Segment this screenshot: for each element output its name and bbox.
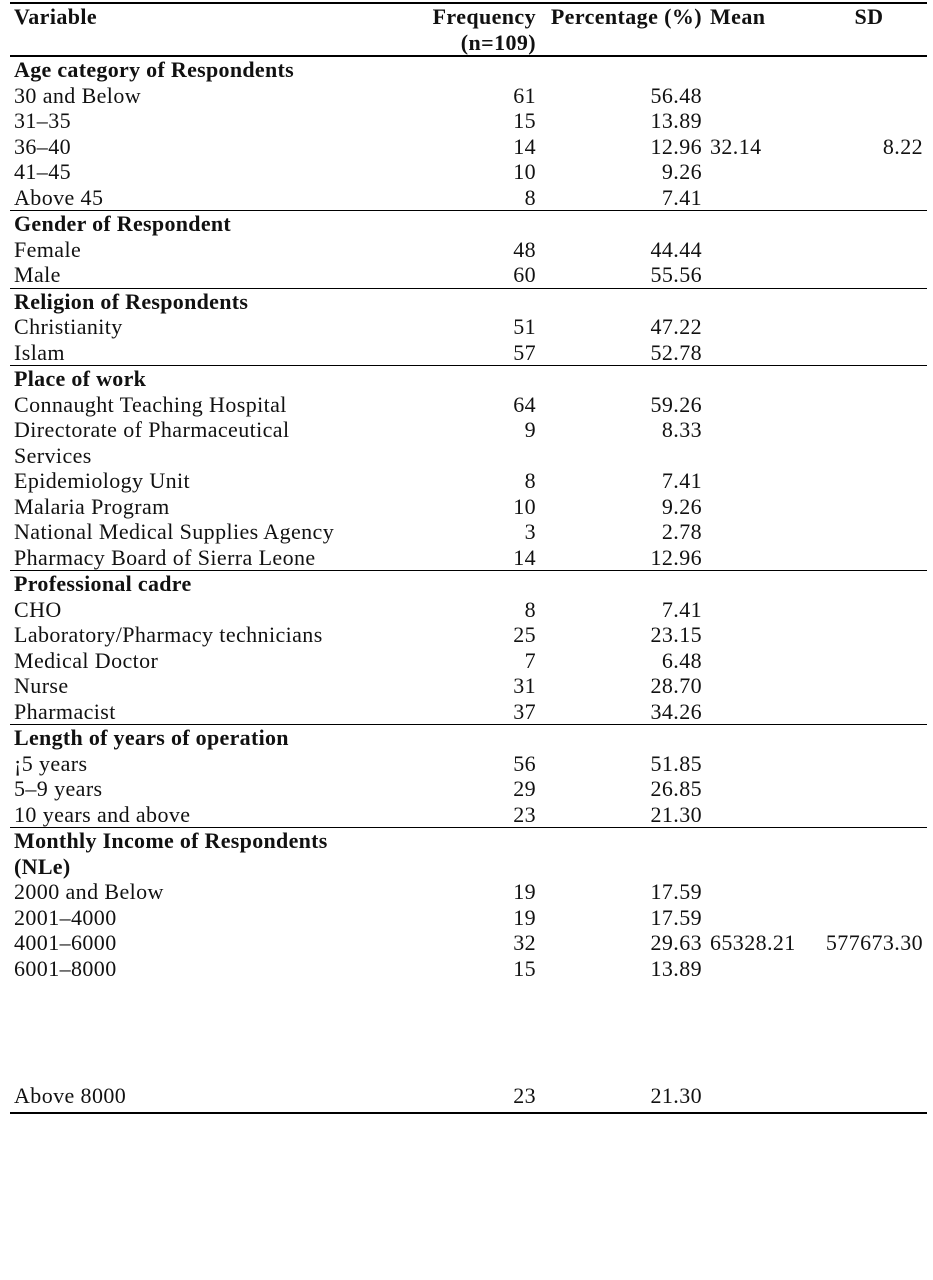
sd-cell xyxy=(811,597,927,623)
empty-cell xyxy=(540,211,706,237)
section-title: Length of years of operation xyxy=(14,725,289,750)
table-body xyxy=(10,56,927,1113)
table-row xyxy=(10,879,927,905)
percentage-cell: 47.22 xyxy=(650,314,702,339)
frequency-cell: 29 xyxy=(513,776,536,801)
table-row xyxy=(10,237,927,263)
table-row xyxy=(10,622,927,648)
mean-cell xyxy=(706,597,811,623)
sd-cell xyxy=(811,905,927,931)
row-label: Female xyxy=(14,236,82,262)
frequency-cell: 9 xyxy=(524,417,536,442)
mean-cell xyxy=(706,699,811,725)
table-row xyxy=(10,699,927,725)
empty-cell xyxy=(540,571,706,597)
mean-cell xyxy=(706,237,811,263)
sd-cell xyxy=(811,751,927,777)
row-label: 2000 and Below xyxy=(14,879,164,904)
mean-cell: 32.14 xyxy=(710,133,762,159)
table-row xyxy=(10,340,927,366)
empty-cell xyxy=(372,571,540,597)
empty-cell xyxy=(372,725,540,751)
frequency-cell: 25 xyxy=(513,622,536,647)
empty-cell xyxy=(811,211,927,237)
row-label: Medical Doctor xyxy=(14,647,159,673)
percentage-cell: 9.26 xyxy=(661,493,702,519)
respondents-table xyxy=(10,2,927,1114)
sd-cell xyxy=(811,262,927,288)
row-label: 4001–6000 xyxy=(14,930,117,955)
mean-cell xyxy=(706,340,811,366)
row-label: 31–35 xyxy=(14,108,71,133)
section-title: Place of work xyxy=(14,366,147,391)
frequency-cell: 60 xyxy=(513,262,536,287)
empty-cell xyxy=(706,725,811,751)
percentage-cell: 44.44 xyxy=(650,236,702,262)
table-row xyxy=(10,519,927,545)
empty-cell xyxy=(811,571,927,597)
table-row xyxy=(10,417,927,468)
row-label: National Medical Supplies Agency xyxy=(14,519,335,544)
sd-cell xyxy=(811,83,927,109)
frequency-cell: 8 xyxy=(524,596,536,622)
mean-cell xyxy=(706,1083,811,1114)
table-row xyxy=(10,262,927,288)
sd-cell xyxy=(811,673,927,699)
row-label: Nurse xyxy=(14,673,69,698)
header-mean: Mean xyxy=(706,3,811,56)
row-label: Pharmacy Board of Sierra Leone xyxy=(14,544,316,570)
mean-cell xyxy=(706,673,811,699)
row-label: 41–45 xyxy=(14,159,71,184)
row-label: Pharmacist xyxy=(14,698,116,724)
header-percentage: Percentage (%) xyxy=(540,3,706,56)
section-header-row xyxy=(10,211,927,237)
empty-cell xyxy=(540,828,706,880)
empty-cell xyxy=(811,366,927,392)
percentage-cell: 29.63 xyxy=(650,930,702,955)
sd-cell xyxy=(811,622,927,648)
empty-cell xyxy=(372,56,540,83)
frequency-cell: 14 xyxy=(513,133,536,159)
row-label: Above 8000 xyxy=(14,1082,127,1108)
section-header-row xyxy=(10,725,927,751)
percentage-cell: 6.48 xyxy=(661,647,702,673)
mean-cell xyxy=(706,262,811,288)
sd-cell xyxy=(811,802,927,828)
mean-cell xyxy=(706,879,811,905)
frequency-cell: 7 xyxy=(524,647,536,673)
table-row xyxy=(10,468,927,494)
frequency-cell: 19 xyxy=(513,879,536,904)
row-label: 5–9 years xyxy=(14,776,103,801)
percentage-cell: 56.48 xyxy=(650,82,702,108)
mean-cell xyxy=(706,519,811,545)
frequency-cell: 19 xyxy=(513,904,536,930)
table-row xyxy=(10,776,927,802)
row-label: 2001–4000 xyxy=(14,904,117,930)
header-sd: SD xyxy=(811,3,927,56)
table-row xyxy=(10,314,927,340)
mean-cell xyxy=(706,648,811,674)
mean-cell xyxy=(706,751,811,777)
sd-cell xyxy=(811,314,927,340)
sd-cell: 8.22 xyxy=(882,133,923,159)
mean-cell xyxy=(706,905,811,931)
percentage-cell: 52.78 xyxy=(650,339,702,365)
sd-cell: 577673.30 xyxy=(825,930,923,955)
empty-cell xyxy=(706,828,811,880)
mean-cell xyxy=(706,392,811,418)
frequency-cell: 23 xyxy=(513,801,536,827)
header-row xyxy=(10,3,927,56)
table-header xyxy=(10,3,927,56)
percentage-cell: 51.85 xyxy=(650,750,702,776)
section-title: Religion of Respondents xyxy=(14,288,249,314)
frequency-cell: 48 xyxy=(513,236,536,262)
frequency-cell: 8 xyxy=(524,184,536,210)
sd-cell xyxy=(811,159,927,185)
empty-cell xyxy=(706,211,811,237)
sd-cell xyxy=(811,417,927,468)
percentage-cell: 28.70 xyxy=(650,673,702,698)
header-variable: Variable xyxy=(10,3,372,56)
frequency-cell: 37 xyxy=(513,698,536,724)
frequency-cell: 15 xyxy=(513,108,536,133)
mean-cell xyxy=(706,494,811,520)
sd-cell xyxy=(811,237,927,263)
row-label: Laboratory/Pharmacy technicians xyxy=(14,622,323,647)
percentage-cell: 7.41 xyxy=(661,596,702,622)
percentage-cell: 17.59 xyxy=(650,879,702,904)
sd-cell xyxy=(811,392,927,418)
percentage-cell: 9.26 xyxy=(661,159,702,184)
row-label: Directorate of Pharmaceutical Services xyxy=(14,417,290,468)
mean-cell xyxy=(706,417,811,468)
frequency-cell: 51 xyxy=(513,314,536,339)
percentage-cell: 21.30 xyxy=(650,1082,702,1108)
mean-cell: 65328.21 xyxy=(710,930,796,955)
empty-cell xyxy=(372,366,540,392)
table-row xyxy=(10,134,927,160)
section-header-row xyxy=(10,56,927,83)
section-title: Professional cadre xyxy=(14,571,192,596)
empty-cell xyxy=(372,288,540,314)
frequency-cell: 61 xyxy=(513,82,536,108)
empty-cell xyxy=(706,56,811,83)
section-title: Gender of Respondent xyxy=(14,211,232,236)
sd-cell xyxy=(811,494,927,520)
percentage-cell: 55.56 xyxy=(650,262,702,287)
frequency-cell: 32 xyxy=(513,930,536,955)
frequency-cell: 10 xyxy=(513,159,536,184)
mean-cell xyxy=(706,108,811,134)
section-header-row xyxy=(10,828,927,880)
table-row xyxy=(10,802,927,828)
empty-cell xyxy=(706,366,811,392)
section-title: Monthly Income of Respondents (NLe) xyxy=(14,828,328,879)
section-header-row xyxy=(10,366,927,392)
mean-cell xyxy=(706,956,811,1083)
row-label: Connaught Teaching Hospital xyxy=(14,391,287,417)
mean-cell xyxy=(706,185,811,211)
frequency-cell: 57 xyxy=(513,339,536,365)
empty-cell xyxy=(372,211,540,237)
frequency-cell: 64 xyxy=(513,391,536,417)
row-label: Malaria Program xyxy=(14,493,170,519)
row-label: 30 and Below xyxy=(14,82,142,108)
percentage-cell: 21.30 xyxy=(650,801,702,827)
mean-cell xyxy=(706,622,811,648)
row-label: Christianity xyxy=(14,314,123,339)
sd-cell xyxy=(811,1083,927,1114)
sd-cell xyxy=(811,956,927,1083)
percentage-cell: 12.96 xyxy=(650,544,702,570)
sd-cell xyxy=(811,879,927,905)
percentage-cell: 13.89 xyxy=(650,955,702,981)
frequency-cell: 56 xyxy=(513,750,536,776)
row-label: Male xyxy=(14,262,61,287)
percentage-cell: 34.26 xyxy=(650,698,702,724)
mean-cell xyxy=(706,545,811,571)
percentage-cell: 13.89 xyxy=(650,108,702,133)
row-label: ¡5 years xyxy=(14,750,88,776)
percentage-cell: 17.59 xyxy=(650,904,702,930)
table-row xyxy=(10,1083,927,1114)
header-frequency: Frequency (n=109) xyxy=(372,3,540,56)
table-row xyxy=(10,956,927,1083)
empty-cell xyxy=(540,366,706,392)
row-label: Above 45 xyxy=(14,184,104,210)
sd-cell xyxy=(811,468,927,494)
frequency-cell: 23 xyxy=(513,1082,536,1108)
table-row xyxy=(10,648,927,674)
empty-cell xyxy=(811,725,927,751)
percentage-cell: 59.26 xyxy=(650,391,702,417)
frequency-cell: 31 xyxy=(513,673,536,698)
percentage-cell: 23.15 xyxy=(650,622,702,647)
section-title: Age category of Respondents xyxy=(14,57,295,82)
row-label: Islam xyxy=(14,339,65,365)
sd-cell xyxy=(811,185,927,211)
empty-cell xyxy=(540,288,706,314)
sd-cell xyxy=(811,108,927,134)
empty-cell xyxy=(706,288,811,314)
table-row xyxy=(10,159,927,185)
table-row xyxy=(10,905,927,931)
table-row xyxy=(10,751,927,777)
frequency-cell: 8 xyxy=(524,468,536,493)
empty-cell xyxy=(811,828,927,880)
percentage-cell: 12.96 xyxy=(650,133,702,159)
empty-cell xyxy=(540,725,706,751)
empty-cell xyxy=(811,56,927,83)
row-label: Epidemiology Unit xyxy=(14,468,191,493)
row-label: CHO xyxy=(14,596,62,622)
table-row xyxy=(10,597,927,623)
section-header-row xyxy=(10,571,927,597)
table-row xyxy=(10,930,927,956)
mean-cell xyxy=(706,159,811,185)
table-row xyxy=(10,185,927,211)
frequency-cell: 15 xyxy=(513,955,536,981)
row-label: 36–40 xyxy=(14,133,71,159)
mean-cell xyxy=(706,314,811,340)
mean-cell xyxy=(706,776,811,802)
table-row xyxy=(10,494,927,520)
empty-cell xyxy=(706,571,811,597)
mean-cell xyxy=(706,468,811,494)
sd-cell xyxy=(811,648,927,674)
empty-cell xyxy=(811,288,927,314)
percentage-cell: 8.33 xyxy=(661,417,702,442)
percentage-cell: 26.85 xyxy=(650,776,702,801)
sd-cell xyxy=(811,519,927,545)
mean-cell xyxy=(706,802,811,828)
empty-cell xyxy=(540,56,706,83)
percentage-cell: 2.78 xyxy=(661,519,702,544)
frequency-cell: 14 xyxy=(513,544,536,570)
table-row xyxy=(10,673,927,699)
frequency-cell: 3 xyxy=(524,519,536,544)
percentage-cell: 7.41 xyxy=(661,468,702,493)
row-label: 10 years and above xyxy=(14,801,191,827)
sd-cell xyxy=(811,545,927,571)
sd-cell xyxy=(811,699,927,725)
mean-cell xyxy=(706,83,811,109)
percentage-cell: 7.41 xyxy=(661,184,702,210)
sd-cell xyxy=(811,776,927,802)
table-row xyxy=(10,392,927,418)
section-header-row xyxy=(10,288,927,314)
table-row xyxy=(10,108,927,134)
table-row xyxy=(10,545,927,571)
row-label: 6001–8000 xyxy=(14,955,117,981)
empty-cell xyxy=(372,828,540,880)
sd-cell xyxy=(811,340,927,366)
table-row xyxy=(10,83,927,109)
frequency-cell: 10 xyxy=(513,493,536,519)
